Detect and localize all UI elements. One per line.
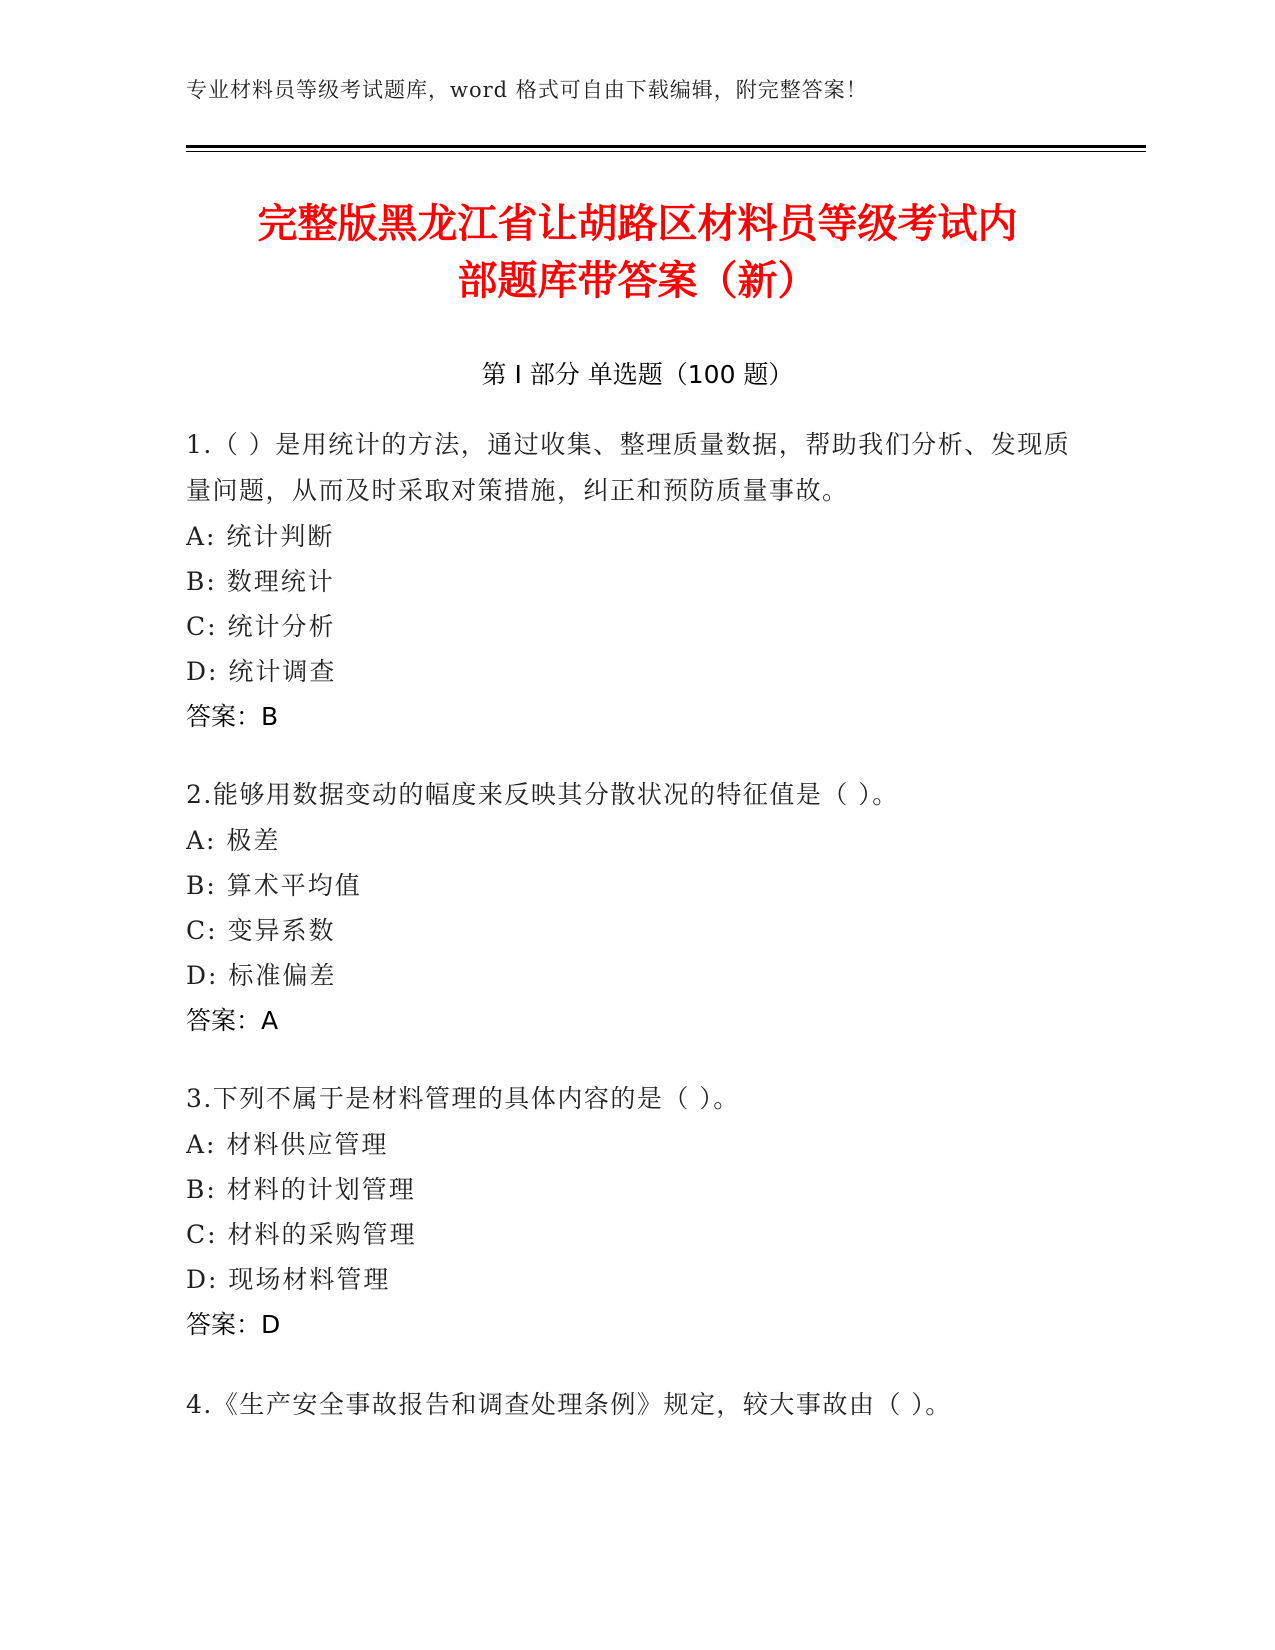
question-4 [186, 1382, 1096, 1428]
option-a: A: 统计判断 [186, 522, 335, 551]
section-heading: 第 I 部分 单选题（100 题） [481, 360, 794, 389]
option-c: C: 变异系数 [186, 916, 336, 945]
option-a: A: 极差 [186, 826, 281, 855]
title-line-1: 完整版黑龙江省让胡路区材料员等级考试内 [257, 201, 1018, 247]
option-d: D: 标准偏差 [186, 961, 337, 990]
answer: 答案：D [186, 1310, 281, 1339]
title-line-2: 部题库带答案（新） [457, 258, 818, 304]
option-c: C: 材料的采购管理 [186, 1220, 417, 1249]
question-1 [186, 422, 1096, 740]
option-b: B: 算术平均值 [186, 871, 362, 900]
question-stem: 2.能够用数据变动的幅度来反映其分散状况的特征值是（ ）。 [186, 780, 899, 809]
answer: 答案：B [186, 702, 279, 731]
header-rule-thin [186, 151, 1146, 152]
option-d: D: 统计调查 [186, 657, 337, 686]
answer: 答案：A [186, 1006, 279, 1035]
option-b: B: 数理统计 [186, 567, 335, 596]
document-title [120, 196, 1155, 310]
option-c: C: 统计分析 [186, 612, 336, 641]
option-d: D: 现场材料管理 [186, 1265, 391, 1294]
page-header: 专业材料员等级考试题库，word 格式可自由下载编辑，附完整答案！ [186, 78, 868, 102]
question-stem: 3.下列不属于是材料管理的具体内容的是（ ）。 [186, 1084, 740, 1113]
question-2 [186, 772, 1096, 1044]
question-3 [186, 1076, 1096, 1348]
header-rule-thick [186, 145, 1146, 148]
question-stem: 4.《生产安全事故报告和调查处理条例》规定，较大事故由（ ）。 [186, 1390, 952, 1419]
option-a: A: 材料供应管理 [186, 1130, 389, 1159]
question-stem: 1.（ ）是用统计的方法，通过收集、整理质量数据，帮助我们分析、发现质量问题，从而及时采取对策措施，纠正和预防质量事故。 [186, 430, 1071, 505]
option-b: B: 材料的计划管理 [186, 1175, 416, 1204]
